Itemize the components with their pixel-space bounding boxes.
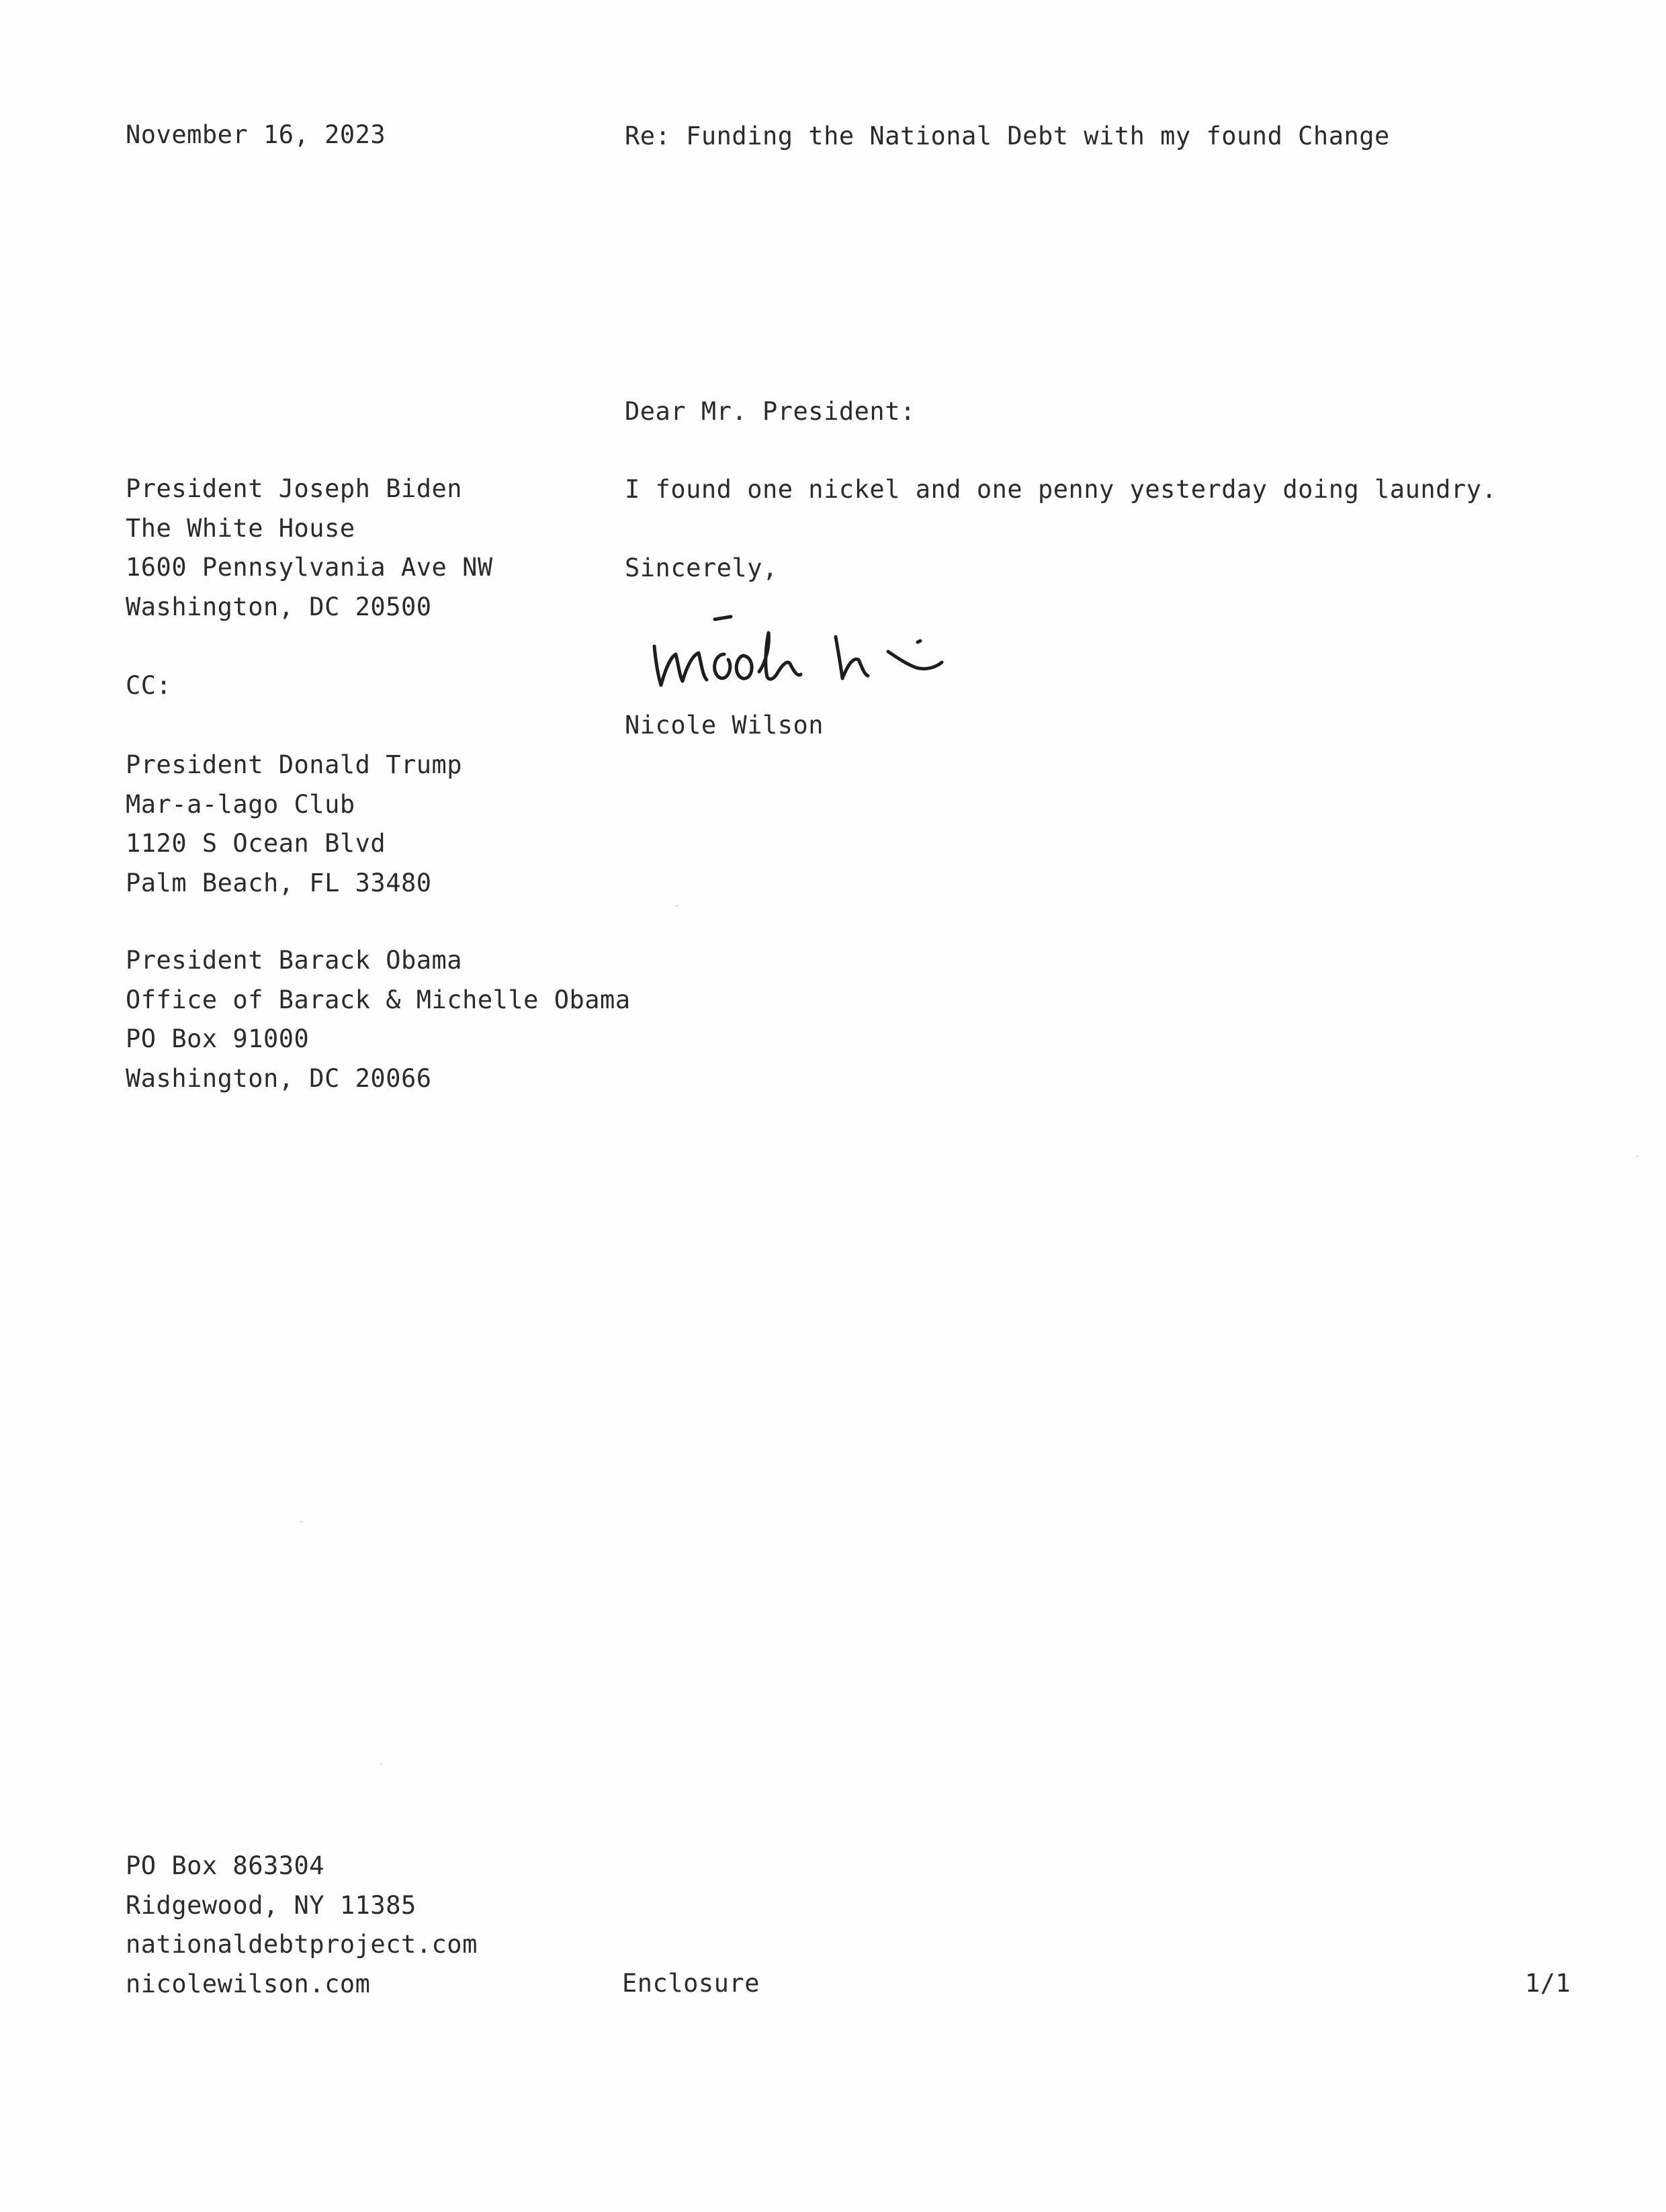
address-line: Ridgewood, NY 11385 bbox=[126, 1890, 416, 1920]
page-number: 1/1 bbox=[1525, 1969, 1571, 1998]
cc-recipient-address bbox=[126, 941, 631, 1098]
address-line: President Donald Trump bbox=[126, 750, 463, 779]
address-line: Office of Barack & Michelle Obama bbox=[126, 985, 631, 1014]
cc-label: CC: bbox=[126, 671, 172, 700]
recipient-address bbox=[126, 470, 493, 627]
address-line: The White House bbox=[126, 513, 355, 543]
scan-speck bbox=[380, 1763, 382, 1765]
closing: Sincerely, bbox=[625, 554, 778, 582]
scan-speck bbox=[676, 905, 678, 907]
address-line: PO Box 863304 bbox=[126, 1851, 325, 1880]
address-line: President Joseph Biden bbox=[126, 474, 463, 503]
letter-body: I found one nickel and one penny yesterday doing laundry. bbox=[625, 475, 1497, 504]
scan-speck bbox=[1636, 1155, 1638, 1157]
address-line: 1600 Pennsylvania Ave NW bbox=[126, 553, 493, 582]
address-line: Washington, DC 20066 bbox=[126, 1063, 432, 1093]
address-line: 1120 S Ocean Blvd bbox=[126, 829, 386, 858]
letter-subject: Re: Funding the National Debt with my found Change bbox=[625, 122, 1390, 150]
salutation: Dear Mr. President: bbox=[625, 397, 916, 426]
address-line: Palm Beach, FL 33480 bbox=[126, 868, 432, 897]
address-line: Mar-a-lago Club bbox=[126, 789, 355, 819]
sender-address bbox=[126, 1847, 478, 2004]
scan-speck bbox=[300, 1521, 302, 1523]
address-line: Washington, DC 20500 bbox=[126, 592, 432, 621]
cc-recipient-address bbox=[126, 746, 462, 903]
enclosure-note: Enclosure bbox=[622, 1969, 760, 1998]
letter-date: November 16, 2023 bbox=[126, 120, 386, 149]
website-link: nicolewilson.com bbox=[126, 1969, 371, 1998]
website-link: nationaldebtproject.com bbox=[126, 1930, 478, 1959]
signer-name: Nicole Wilson bbox=[625, 711, 824, 740]
address-line: PO Box 91000 bbox=[126, 1024, 310, 1053]
handwritten-signature bbox=[645, 598, 994, 712]
address-line: President Barack Obama bbox=[126, 946, 463, 975]
